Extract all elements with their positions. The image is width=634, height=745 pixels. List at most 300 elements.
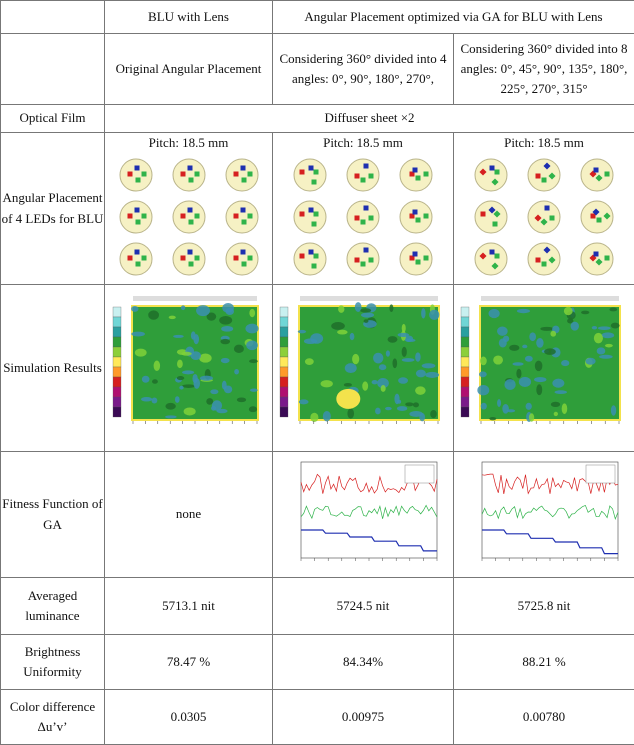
- fitness-plot-8-angles: [464, 456, 624, 574]
- map-blob: [196, 305, 210, 316]
- map-blob: [165, 403, 175, 410]
- led-chip: [545, 206, 550, 211]
- color-scale-step: [113, 407, 121, 417]
- led-chip: [241, 178, 246, 183]
- led-chip: [536, 174, 541, 179]
- map-blob: [421, 308, 425, 319]
- map-blob: [131, 306, 138, 312]
- color-scale-step: [280, 407, 288, 417]
- simulation-label: Simulation Results: [1, 285, 105, 452]
- led-chip: [233, 172, 238, 177]
- color-difference-label: Color difference Δu’v’: [1, 690, 105, 745]
- map-blob: [597, 347, 606, 354]
- map-blob: [497, 399, 501, 407]
- map-blob: [402, 347, 407, 357]
- map-blob: [181, 352, 192, 356]
- led-chip: [314, 212, 319, 217]
- led-chip: [240, 166, 245, 171]
- color-scale-step: [113, 307, 121, 317]
- averaged-luminance-8-angles: 5725.8 nit: [454, 578, 634, 635]
- map-blob: [151, 379, 157, 383]
- led-chip: [180, 256, 185, 261]
- map-title-bar: [481, 296, 619, 301]
- map-blob: [140, 397, 151, 402]
- fitness-plot-4-angles: [283, 456, 443, 574]
- map-blob: [220, 339, 230, 344]
- map-blob: [331, 322, 345, 330]
- led-disc: [475, 159, 507, 191]
- map-blob: [199, 354, 212, 363]
- map-blob: [249, 388, 257, 391]
- map-blob: [182, 370, 194, 374]
- map-blob: [379, 364, 386, 370]
- map-blob: [534, 377, 546, 382]
- led-chip: [413, 168, 418, 173]
- led-disc: [347, 201, 379, 233]
- map-blob: [338, 305, 344, 313]
- led-chip: [416, 176, 421, 181]
- map-blob: [179, 386, 183, 390]
- led-disc: [226, 243, 258, 275]
- map-blob: [480, 357, 487, 366]
- map-blob: [151, 397, 157, 403]
- map-blob: [516, 369, 521, 379]
- map-blob: [176, 376, 183, 380]
- map-blob: [181, 384, 194, 388]
- map-blob: [352, 354, 359, 364]
- header-ga-optimized: Angular Placement optimized via GA for BLU with Lens: [273, 1, 634, 34]
- pitch-label: Pitch: 18.5 mm: [273, 136, 453, 151]
- map-blob: [345, 363, 357, 373]
- led-disc: [294, 159, 326, 191]
- color-scale-step: [461, 337, 469, 347]
- led-chip: [594, 252, 599, 257]
- map-blob: [581, 311, 589, 315]
- brightness-uniformity-8-angles: 88.21 %: [454, 635, 634, 690]
- map-blob: [430, 410, 437, 418]
- led-chip: [194, 172, 199, 177]
- brightness-uniformity-4-angles: 84.34%: [273, 635, 454, 690]
- map-blob: [611, 323, 620, 329]
- map-blob: [350, 333, 355, 340]
- map-blob: [389, 304, 393, 312]
- led-chip: [314, 254, 319, 259]
- led-chip: [542, 178, 547, 183]
- map-blob: [305, 358, 314, 365]
- map-blob: [535, 361, 543, 371]
- map-blob: [246, 341, 258, 351]
- led-disc: [120, 243, 152, 275]
- color-scale-step: [113, 367, 121, 377]
- led-chip: [490, 250, 495, 255]
- color-scale-step: [280, 317, 288, 327]
- color-scale-step: [280, 327, 288, 337]
- led-disc: [294, 243, 326, 275]
- led-disc: [173, 201, 205, 233]
- map-blob: [429, 310, 439, 320]
- led-disc: [173, 243, 205, 275]
- map-blob: [248, 406, 256, 412]
- map-hotspot: [336, 389, 360, 409]
- optical-film-label: Optical Film: [1, 105, 105, 133]
- map-blob: [415, 386, 426, 394]
- map-blob: [199, 376, 212, 381]
- led-chip: [247, 172, 252, 177]
- led-chip: [127, 214, 132, 219]
- map-blob: [502, 404, 509, 414]
- map-blob: [372, 380, 378, 384]
- led-chip: [481, 212, 486, 217]
- led-chip: [495, 170, 500, 175]
- map-blob: [479, 371, 487, 377]
- map-blob: [219, 316, 232, 325]
- led-chip: [355, 258, 360, 263]
- led-disc: [528, 159, 560, 191]
- led-chip: [550, 216, 555, 221]
- led-chip: [413, 210, 418, 215]
- led-chip: [135, 262, 140, 267]
- led-chip: [134, 208, 139, 213]
- color-scale-step: [113, 377, 121, 387]
- color-difference-8-angles: 0.00780: [454, 690, 634, 745]
- led-chip: [180, 172, 185, 177]
- led-chip: [312, 222, 317, 227]
- led-chip: [233, 214, 238, 219]
- led-chip: [141, 172, 146, 177]
- map-blob: [177, 360, 183, 368]
- map-blob: [249, 309, 255, 317]
- led-chip: [369, 174, 374, 179]
- led-chip: [314, 170, 319, 175]
- luminance-map-8-angles: [455, 293, 633, 443]
- map-blob: [554, 412, 558, 416]
- map-blob: [220, 358, 229, 363]
- map-blob: [522, 345, 527, 349]
- color-scale-step: [280, 397, 288, 407]
- map-blob: [337, 330, 347, 335]
- map-blob: [611, 405, 616, 415]
- color-scale-step: [113, 337, 121, 347]
- color-scale-step: [113, 387, 121, 397]
- led-chip: [536, 258, 541, 263]
- subheader-four-angles: Considering 360° divided into 4 angles: 0°, 90°, 180°, 270°,: [273, 34, 454, 105]
- map-blob: [385, 407, 392, 410]
- map-blob: [564, 307, 573, 315]
- led-chip: [300, 212, 305, 217]
- plot-legend: [586, 465, 615, 483]
- pitch-label: Pitch: 18.5 mm: [105, 136, 272, 151]
- map-blob: [373, 353, 383, 364]
- color-scale-step: [461, 377, 469, 387]
- led-chip: [605, 172, 610, 177]
- led-chip: [141, 256, 146, 261]
- map-blob: [415, 352, 421, 361]
- map-blob: [141, 376, 149, 383]
- map-blob: [497, 326, 508, 335]
- map-blob: [594, 333, 603, 344]
- map-blob: [536, 384, 542, 395]
- simulation-4-angles: [273, 285, 454, 452]
- led-chip: [605, 256, 610, 261]
- color-scale-step: [461, 407, 469, 417]
- map-blob: [168, 316, 175, 320]
- led-chip: [134, 250, 139, 255]
- color-scale-step: [113, 357, 121, 367]
- map-blob: [148, 310, 159, 319]
- map-blob: [599, 355, 613, 359]
- map-blob: [609, 308, 617, 312]
- led-disc: [347, 159, 379, 191]
- map-blob: [419, 413, 425, 421]
- map-blob: [210, 389, 218, 394]
- map-title-bar: [300, 296, 438, 301]
- led-disc: [347, 243, 379, 275]
- color-scale-step: [280, 387, 288, 397]
- led-disc: [528, 201, 560, 233]
- map-blob: [323, 411, 331, 421]
- led-grid-8-angles: [464, 153, 624, 281]
- optical-film-value: Diffuser sheet ×2: [105, 105, 634, 133]
- color-difference-4-angles: 0.00975: [273, 690, 454, 745]
- led-disc: [475, 243, 507, 275]
- led-placement-4-angles: [273, 133, 454, 285]
- led-chip: [416, 218, 421, 223]
- subheader-eight-angles: Considering 360° divided into 8 angles: 0°, 45°, 90°, 135°, 180°, 225°, 270°, 315°: [454, 34, 634, 105]
- map-blob: [245, 324, 258, 334]
- map-blob: [402, 358, 415, 362]
- led-chip: [597, 218, 602, 223]
- led-chip: [134, 166, 139, 171]
- led-disc: [120, 201, 152, 233]
- color-scale-step: [280, 307, 288, 317]
- brightness-uniformity-label: Brightness Uniformity: [1, 635, 105, 690]
- led-chip: [542, 262, 547, 267]
- led-chip: [241, 220, 246, 225]
- averaged-luminance-original: 5713.1 nit: [105, 578, 273, 635]
- map-field: [133, 307, 257, 419]
- led-chip: [312, 180, 317, 185]
- led-chip: [127, 172, 132, 177]
- map-blob: [134, 349, 146, 357]
- map-blob: [398, 333, 409, 337]
- color-scale-step: [280, 377, 288, 387]
- led-chip: [309, 208, 314, 213]
- led-chip: [413, 252, 418, 257]
- map-blob: [375, 408, 381, 415]
- map-blob: [504, 379, 515, 390]
- map-blob: [552, 379, 564, 388]
- map-blob: [493, 355, 503, 364]
- led-disc: [528, 243, 560, 275]
- map-blob: [362, 381, 368, 390]
- brightness-uniformity-original: 78.47 %: [105, 635, 273, 690]
- led-chip: [240, 208, 245, 213]
- map-blob: [598, 326, 611, 330]
- map-blob: [236, 397, 245, 402]
- led-disc: [475, 201, 507, 233]
- map-blob: [605, 344, 613, 348]
- map-blob: [211, 400, 221, 410]
- map-blob: [489, 417, 496, 420]
- led-chip: [135, 220, 140, 225]
- led-chip: [194, 214, 199, 219]
- led-chip: [594, 168, 599, 173]
- led-chip: [247, 256, 252, 261]
- map-blob: [499, 338, 507, 347]
- map-blob: [298, 330, 306, 333]
- map-blob: [398, 377, 408, 384]
- pitch-label: Pitch: 18.5 mm: [454, 136, 634, 151]
- averaged-luminance-label: Averaged luminance: [1, 578, 105, 635]
- led-chip: [300, 170, 305, 175]
- map-blob: [361, 312, 374, 317]
- map-blob: [525, 356, 533, 362]
- subheader-original: Original Angular Placement: [105, 34, 273, 105]
- color-scale-step: [113, 317, 121, 327]
- color-scale-step: [461, 397, 469, 407]
- led-chip: [493, 222, 498, 227]
- led-chip: [188, 262, 193, 267]
- led-chip: [495, 254, 500, 259]
- led-chip: [355, 174, 360, 179]
- map-blob: [174, 396, 179, 403]
- color-scale-step: [461, 347, 469, 357]
- fitness-8-angles: [454, 452, 634, 578]
- map-blob: [173, 335, 184, 338]
- map-blob: [364, 319, 369, 323]
- fitness-4-angles: [273, 452, 454, 578]
- map-blob: [304, 338, 317, 344]
- simulation-8-angles: [454, 285, 634, 452]
- subheader-empty-cell: [1, 34, 105, 105]
- led-chip: [309, 166, 314, 171]
- map-blob: [299, 399, 309, 404]
- led-chip: [188, 220, 193, 225]
- map-blob: [321, 380, 333, 387]
- led-chip: [233, 256, 238, 261]
- led-chip: [187, 208, 192, 213]
- map-blob: [222, 303, 234, 313]
- map-blob: [131, 332, 145, 337]
- color-scale-step: [280, 347, 288, 357]
- map-blob: [392, 358, 397, 368]
- map-blob: [529, 332, 536, 341]
- led-grid-4-angles: [283, 153, 443, 281]
- led-grid-original: [109, 153, 269, 281]
- map-blob: [165, 415, 177, 418]
- map-blob: [519, 377, 531, 387]
- led-chip: [364, 206, 369, 211]
- map-blob: [571, 322, 579, 331]
- map-blob: [234, 369, 239, 374]
- color-scale-step: [461, 357, 469, 367]
- angular-placement-text: Angular Placement of 4 LEDs for BLU: [2, 190, 104, 225]
- averaged-luminance-4-angles: 5724.5 nit: [273, 578, 454, 635]
- led-chip: [127, 256, 132, 261]
- led-chip: [424, 214, 429, 219]
- color-scale-step: [461, 387, 469, 397]
- color-scale-step: [461, 327, 469, 337]
- map-blob: [249, 359, 258, 363]
- map-blob: [512, 362, 523, 366]
- color-scale-step: [280, 337, 288, 347]
- led-disc: [226, 201, 258, 233]
- map-blob: [517, 309, 530, 313]
- map-blob: [386, 350, 390, 356]
- led-placement-8-angles: [454, 133, 634, 285]
- fitness-label: Fitness Function of GA: [1, 452, 105, 578]
- map-blob: [310, 413, 318, 422]
- map-blob: [509, 345, 519, 351]
- map-blob: [360, 308, 371, 312]
- led-chip: [369, 258, 374, 263]
- led-chip: [240, 250, 245, 255]
- led-chip: [309, 250, 314, 255]
- fitness-none: none: [105, 452, 273, 578]
- map-blob: [183, 407, 195, 415]
- color-scale-step: [461, 307, 469, 317]
- color-scale-step: [461, 367, 469, 377]
- map-blob: [422, 363, 436, 368]
- map-blob: [554, 390, 567, 394]
- map-blob: [397, 406, 407, 411]
- map-blob: [405, 402, 413, 406]
- map-blob: [489, 309, 500, 318]
- led-chip: [141, 214, 146, 219]
- map-blob: [481, 403, 487, 410]
- map-blob: [190, 331, 195, 339]
- map-blob: [425, 372, 439, 378]
- map-blob: [153, 361, 159, 371]
- led-placement-original: [105, 133, 273, 285]
- led-chip: [300, 254, 305, 259]
- map-blob: [180, 305, 184, 310]
- led-disc: [226, 159, 258, 191]
- map-blob: [221, 326, 233, 332]
- led-chip: [490, 166, 495, 171]
- map-blob: [394, 394, 399, 405]
- led-chip: [187, 250, 192, 255]
- led-chip: [247, 214, 252, 219]
- map-blob: [413, 402, 419, 407]
- color-difference-original: 0.0305: [105, 690, 273, 745]
- map-blob: [529, 413, 534, 421]
- map-blob: [544, 348, 556, 354]
- led-chip: [416, 260, 421, 265]
- led-chip: [188, 178, 193, 183]
- color-scale-step: [280, 367, 288, 377]
- led-chip: [187, 166, 192, 171]
- header-empty-cell: [1, 1, 105, 34]
- map-blob: [550, 331, 556, 337]
- color-scale-step: [461, 317, 469, 327]
- color-scale-step: [280, 357, 288, 367]
- map-blob: [192, 374, 197, 383]
- simulation-original: [105, 285, 273, 452]
- map-blob: [233, 345, 243, 353]
- led-chip: [361, 220, 366, 225]
- angular-placement-label: [1, 133, 105, 285]
- map-blob: [592, 326, 597, 329]
- map-blob: [381, 385, 386, 392]
- led-disc: [120, 159, 152, 191]
- map-blob: [223, 386, 231, 394]
- led-chip: [194, 256, 199, 261]
- led-chip: [369, 216, 374, 221]
- led-chip: [361, 178, 366, 183]
- map-blob: [388, 336, 398, 343]
- map-blob: [347, 408, 354, 418]
